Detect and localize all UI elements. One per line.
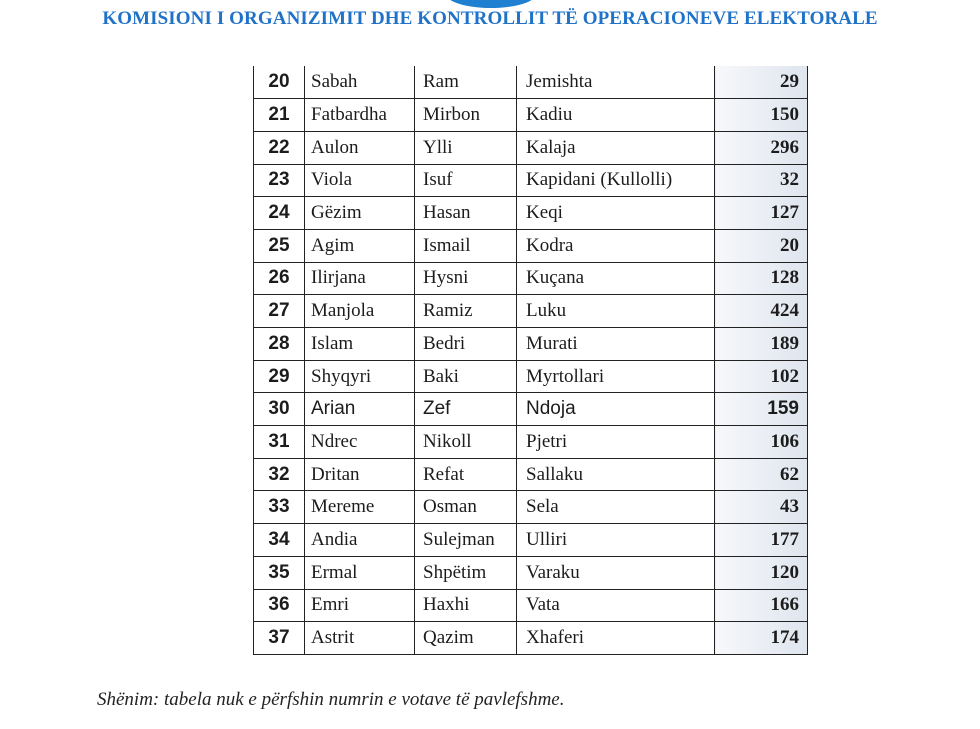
table-row <box>254 426 808 459</box>
last-name: Kadiu <box>517 99 715 132</box>
table-row <box>254 99 808 132</box>
last-name: Kuçana <box>517 262 715 295</box>
first-name: Dritan <box>305 458 415 491</box>
father-name: Qazim <box>415 622 517 655</box>
last-name: Xhaferi <box>517 622 715 655</box>
row-number: 35 <box>254 556 305 589</box>
row-number: 34 <box>254 524 305 557</box>
last-name: Kapidani (Kullolli) <box>517 164 715 197</box>
father-name: Baki <box>415 360 517 393</box>
father-name: Mirbon <box>415 99 517 132</box>
row-number: 30 <box>254 393 305 426</box>
father-name: Refat <box>415 458 517 491</box>
last-name: Vata <box>517 589 715 622</box>
table-row <box>254 491 808 524</box>
vote-count: 166 <box>715 589 808 622</box>
row-number: 22 <box>254 131 305 164</box>
father-name: Ram <box>415 66 517 99</box>
vote-count: 43 <box>715 491 808 524</box>
father-name: Ylli <box>415 131 517 164</box>
row-number: 21 <box>254 99 305 132</box>
row-number: 29 <box>254 360 305 393</box>
footnote: Shënim: tabela nuk e përfshin numrin e votave të pavlefshme. <box>97 689 565 710</box>
last-name: Sallaku <box>517 458 715 491</box>
first-name: Andia <box>305 524 415 557</box>
vote-count: 127 <box>715 197 808 230</box>
table-row <box>254 66 808 99</box>
last-name: Murati <box>517 328 715 361</box>
row-number: 25 <box>254 229 305 262</box>
vote-count: 128 <box>715 262 808 295</box>
vote-count: 159 <box>715 393 808 426</box>
row-number: 31 <box>254 426 305 459</box>
first-name: Astrit <box>305 622 415 655</box>
vote-count: 29 <box>715 66 808 99</box>
first-name: Fatbardha <box>305 99 415 132</box>
first-name: Aulon <box>305 131 415 164</box>
father-name: Ramiz <box>415 295 517 328</box>
vote-count: 189 <box>715 328 808 361</box>
table-row <box>254 360 808 393</box>
vote-count: 424 <box>715 295 808 328</box>
last-name: Ndoja <box>517 393 715 426</box>
first-name: Sabah <box>305 66 415 99</box>
vote-count: 296 <box>715 131 808 164</box>
vote-count: 102 <box>715 360 808 393</box>
row-number: 28 <box>254 328 305 361</box>
row-number: 32 <box>254 458 305 491</box>
first-name: Islam <box>305 328 415 361</box>
last-name: Keqi <box>517 197 715 230</box>
first-name: Ilirjana <box>305 262 415 295</box>
first-name: Arian <box>305 393 415 426</box>
table-row <box>254 556 808 589</box>
father-name: Isuf <box>415 164 517 197</box>
table-row <box>254 229 808 262</box>
row-number: 36 <box>254 589 305 622</box>
vote-count: 150 <box>715 99 808 132</box>
row-number: 26 <box>254 262 305 295</box>
first-name: Agim <box>305 229 415 262</box>
father-name: Hasan <box>415 197 517 230</box>
vote-count: 20 <box>715 229 808 262</box>
table-row <box>254 295 808 328</box>
last-name: Jemishta <box>517 66 715 99</box>
father-name: Zef <box>415 393 517 426</box>
father-name: Haxhi <box>415 589 517 622</box>
father-name: Sulejman <box>415 524 517 557</box>
vote-count: 120 <box>715 556 808 589</box>
votes-table <box>253 66 808 655</box>
row-number: 37 <box>254 622 305 655</box>
last-name: Varaku <box>517 556 715 589</box>
first-name: Mereme <box>305 491 415 524</box>
row-number: 20 <box>254 66 305 99</box>
table-row <box>254 393 808 426</box>
table-row <box>254 131 808 164</box>
first-name: Gëzim <box>305 197 415 230</box>
table-row <box>254 622 808 655</box>
father-name: Shpëtim <box>415 556 517 589</box>
last-name: Pjetri <box>517 426 715 459</box>
last-name: Sela <box>517 491 715 524</box>
table-row <box>254 197 808 230</box>
first-name: Emri <box>305 589 415 622</box>
table-row <box>254 589 808 622</box>
first-name: Ermal <box>305 556 415 589</box>
table-row <box>254 524 808 557</box>
first-name: Manjola <box>305 295 415 328</box>
vote-count: 177 <box>715 524 808 557</box>
last-name: Kalaja <box>517 131 715 164</box>
first-name: Ndrec <box>305 426 415 459</box>
last-name: Ulliri <box>517 524 715 557</box>
last-name: Luku <box>517 295 715 328</box>
father-name: Osman <box>415 491 517 524</box>
row-number: 24 <box>254 197 305 230</box>
father-name: Bedri <box>415 328 517 361</box>
table-row <box>254 328 808 361</box>
first-name: Shyqyri <box>305 360 415 393</box>
vote-count: 174 <box>715 622 808 655</box>
commission-logo <box>445 0 537 8</box>
row-number: 23 <box>254 164 305 197</box>
vote-count: 106 <box>715 426 808 459</box>
father-name: Hysni <box>415 262 517 295</box>
first-name: Viola <box>305 164 415 197</box>
table-row <box>254 164 808 197</box>
vote-count: 62 <box>715 458 808 491</box>
last-name: Kodra <box>517 229 715 262</box>
table-row <box>254 458 808 491</box>
row-number: 27 <box>254 295 305 328</box>
last-name: Myrtollari <box>517 360 715 393</box>
table-row <box>254 262 808 295</box>
page-header: KOMISIONI I ORGANIZIMIT DHE KONTROLLIT TË OPERACIONEVE ELEKTORALE <box>102 8 878 29</box>
father-name: Ismail <box>415 229 517 262</box>
row-number: 33 <box>254 491 305 524</box>
father-name: Nikoll <box>415 426 517 459</box>
vote-count: 32 <box>715 164 808 197</box>
